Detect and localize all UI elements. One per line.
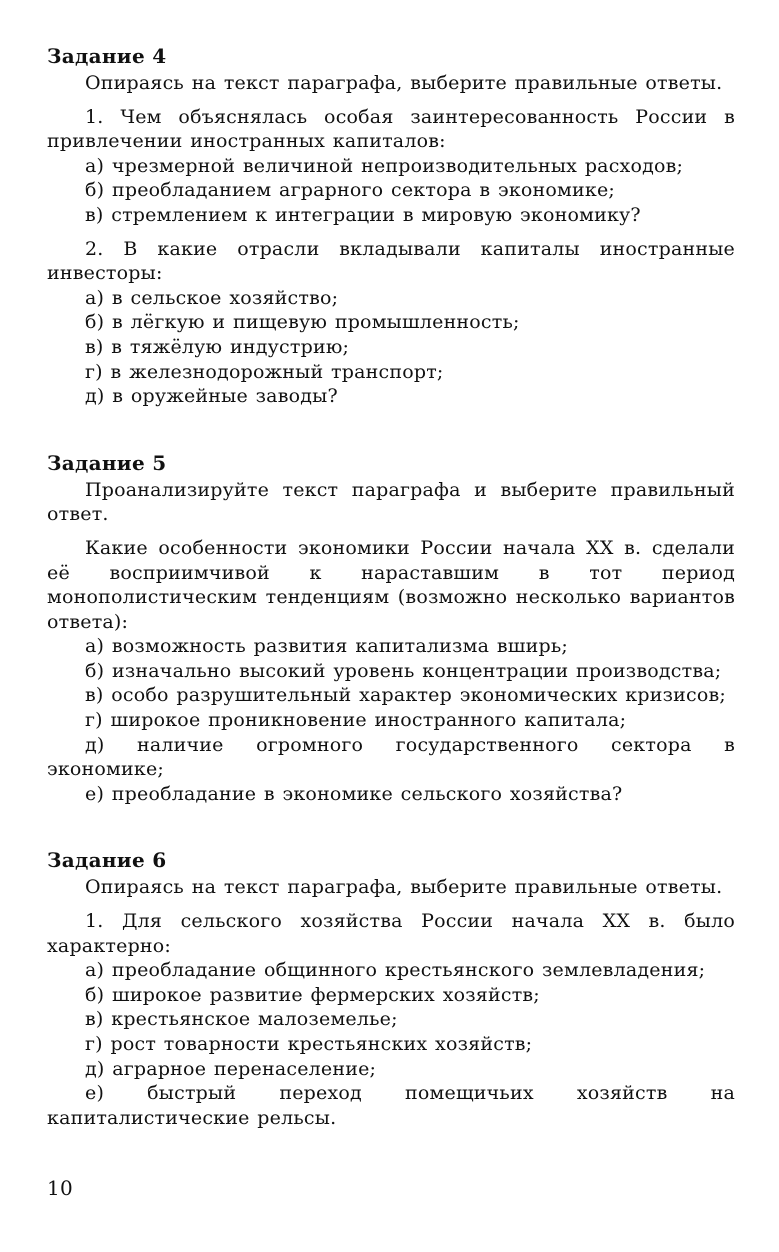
answer-option: б) изначально высокий уровень концентрации производства; bbox=[85, 659, 722, 682]
answer-option: а) чрезмерной величиной непроизводительных расходов; bbox=[85, 154, 684, 177]
question-4-2 bbox=[47, 237, 735, 409]
answer-option: д) в оружейные заводы? bbox=[85, 385, 338, 408]
task-title: Задание 4 bbox=[47, 44, 167, 68]
answer-option: д) аграрное перенаселение; bbox=[85, 1057, 377, 1080]
answer-option: в) стремлением к интеграции в мировую экономику? bbox=[85, 203, 641, 226]
answer-option: г) широкое проникновение иностранного капитала; bbox=[85, 709, 627, 732]
answer-option: е) преобладание в экономике сельского хозяйства? bbox=[85, 782, 623, 805]
answer-option: е) быстрый переход помещичьих хозяйств на капиталистические рельсы. bbox=[47, 1082, 735, 1129]
answer-option: г) в железнодорожный транспорт; bbox=[85, 360, 444, 383]
task-6 bbox=[47, 848, 735, 1130]
question-stem: Какие особенности экономики России начала XX в. сделали её восприимчивой к нараставшим в тот период монополистическим тенденциям (возможно несколько вариантов ответа): bbox=[47, 536, 735, 633]
task-title: Задание 6 bbox=[47, 848, 167, 873]
answer-option: в) крестьянское малоземелье; bbox=[85, 1008, 398, 1031]
task-intro: Опираясь на текст параграфа, выберите правильные ответы. bbox=[85, 876, 723, 899]
answer-option: б) широкое развитие фермерских хозяйств; bbox=[85, 983, 540, 1006]
page-number: 10 bbox=[47, 1176, 74, 1200]
answer-option: а) возможность развития капитализма вширь; bbox=[85, 635, 568, 658]
task-title: Задание 5 bbox=[47, 450, 167, 475]
question-stem: 1. Для сельского хозяйства России начала XX в. было характерно: bbox=[47, 910, 735, 957]
question-6-1 bbox=[47, 909, 735, 1130]
answer-option: в) в тяжёлую индустрию; bbox=[85, 335, 350, 358]
answer-option: г) рост товарности крестьянских хозяйств; bbox=[85, 1033, 533, 1055]
answer-option: д) наличие огромного государственного сектора в экономике; bbox=[47, 733, 735, 781]
question-stem: 1. Чем объяснялась особая заинтересованность России в привлечении иностранных капиталов: bbox=[47, 105, 735, 153]
question-4-1 bbox=[47, 105, 735, 228]
answer-option: б) в лёгкую и пищевую промышленность; bbox=[85, 311, 520, 334]
task-intro: Опираясь на текст параграфа, выберите правильные ответы. bbox=[85, 72, 723, 94]
answer-option: а) в сельское хозяйство; bbox=[85, 286, 339, 309]
answer-option: в) особо разрушительный характер экономических кризисов; bbox=[85, 684, 726, 707]
question-5-1 bbox=[47, 536, 735, 807]
task-4 bbox=[47, 44, 735, 409]
question-stem: 2. В какие отрасли вкладывали капиталы иностранные инвесторы: bbox=[47, 237, 735, 285]
answer-option: а) преобладание общинного крестьянского землевладения; bbox=[85, 959, 706, 982]
task-intro: Проанализируйте текст параграфа и выберите правильный ответ. bbox=[47, 478, 735, 526]
answer-option: б) преобладанием аграрного сектора в экономике; bbox=[85, 179, 616, 202]
task-5 bbox=[47, 451, 735, 807]
